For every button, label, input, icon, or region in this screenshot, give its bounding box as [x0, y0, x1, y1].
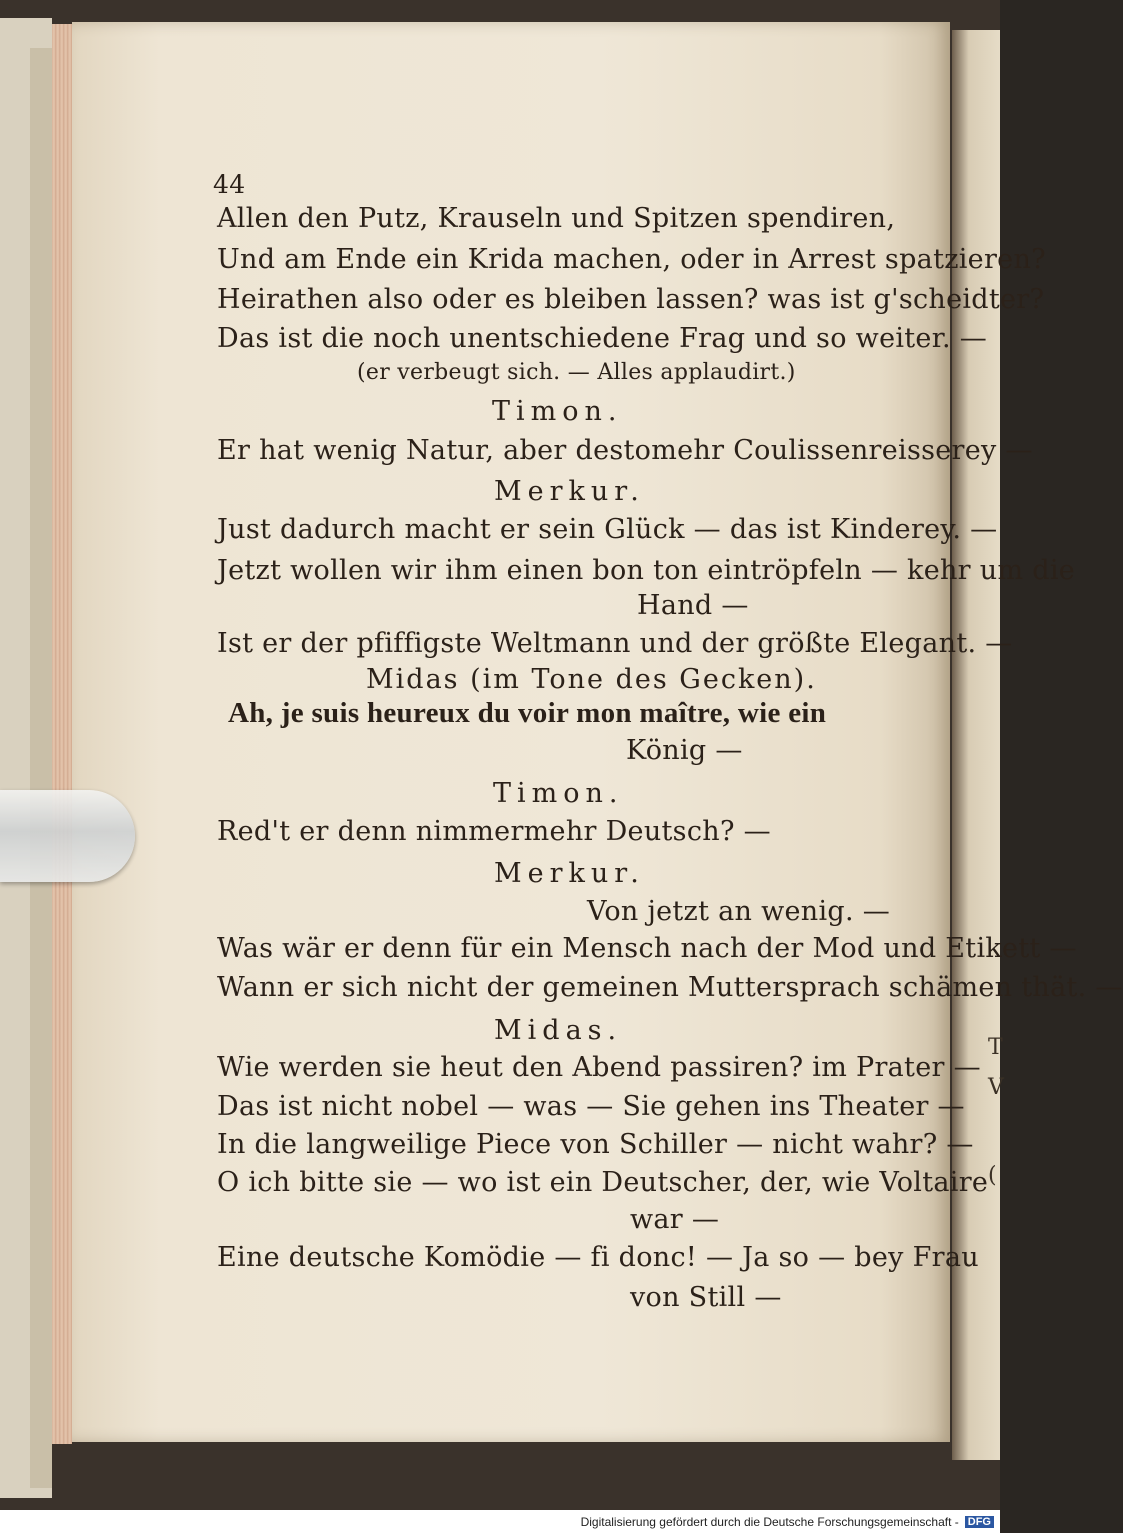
text-line: von Still —: [630, 1282, 782, 1313]
text-line: Ah, je suis heureux du voir mon maître, wie ein: [228, 697, 827, 729]
speaker-name: Timon.: [492, 396, 623, 427]
text-line: Jetzt wollen wir ihm einen bon ton eintröpfeln — kehr um die: [217, 555, 1076, 586]
dfg-logo: DFG: [965, 1516, 994, 1528]
text-line: Eine deutsche Komödie — fi donc! — Ja so — bey Frau: [217, 1242, 979, 1273]
text-line: Das ist nicht nobel — was — Sie gehen ins Theater —: [217, 1091, 965, 1122]
speaker-name: Merkur.: [494, 858, 645, 889]
text-line: Das ist die noch unentschiedene Frag und so weiter. —: [217, 323, 988, 354]
text-line: O ich bitte sie — wo ist ein Deutscher, der, wie Voltaire: [217, 1167, 989, 1198]
text-line: Red't er denn nimmermehr Deutsch? —: [217, 816, 771, 847]
text-line: Wie werden sie heut den Abend passiren? im Prater —: [217, 1052, 981, 1083]
text-line: Wann er sich nicht der gemeinen Muttersprach schämen thät. —: [217, 972, 1123, 1003]
text-line: Hand —: [637, 590, 749, 621]
facing-page-fragment: (: [988, 1163, 997, 1188]
page-weight-clip: [0, 790, 135, 882]
text-line: Just dadurch macht er sein Glück — das ist Kinderey. —: [217, 514, 998, 545]
footer-bar: [0, 1510, 1000, 1533]
page-number: 44: [213, 170, 246, 199]
text-line: war —: [630, 1204, 720, 1235]
text-line: In die langweilige Piece von Schiller — nicht wahr? —: [217, 1129, 974, 1160]
page-block-edge: [52, 24, 72, 1444]
text-line: Von jetzt an wenig. —: [587, 896, 891, 927]
text-line: Er hat wenig Natur, aber destomehr Coulissenreisserey —: [217, 435, 1033, 466]
text-line: König —: [626, 735, 743, 766]
book-cover-edge: [0, 18, 52, 1498]
text-line: Was wär er denn für ein Mensch nach der Mod und Etikett —: [217, 933, 1077, 964]
facing-page-fragment: T: [988, 1035, 1003, 1060]
stage-direction: (er verbeugt sich. — Alles applaudirt.): [357, 360, 796, 385]
book-cover-inner: [30, 48, 52, 1488]
speaker-name: Midas.: [494, 1015, 623, 1046]
speaker-name: Midas (im Tone des Gecken).: [366, 664, 817, 695]
text-line: Allen den Putz, Krauseln und Spitzen spendiren,: [217, 203, 896, 234]
book-page: [72, 22, 950, 1442]
text-line: Und am Ende ein Krida machen, oder in Arrest spatzieren?: [217, 244, 1046, 275]
text-line: Heirathen also oder es bleiben lassen? was ist g'scheidter?: [217, 284, 1045, 315]
text-line: Ist er der pfiffigste Weltmann und der größte Elegant. —: [217, 628, 1013, 659]
speaker-name: Timon.: [493, 778, 624, 809]
footer-credit-text: Digitalisierung gefördert durch die Deutsche Forschungsgemeinschaft -: [580, 1514, 959, 1529]
speaker-name: Merkur.: [494, 476, 645, 507]
facing-page-fragment: V: [988, 1075, 1004, 1100]
